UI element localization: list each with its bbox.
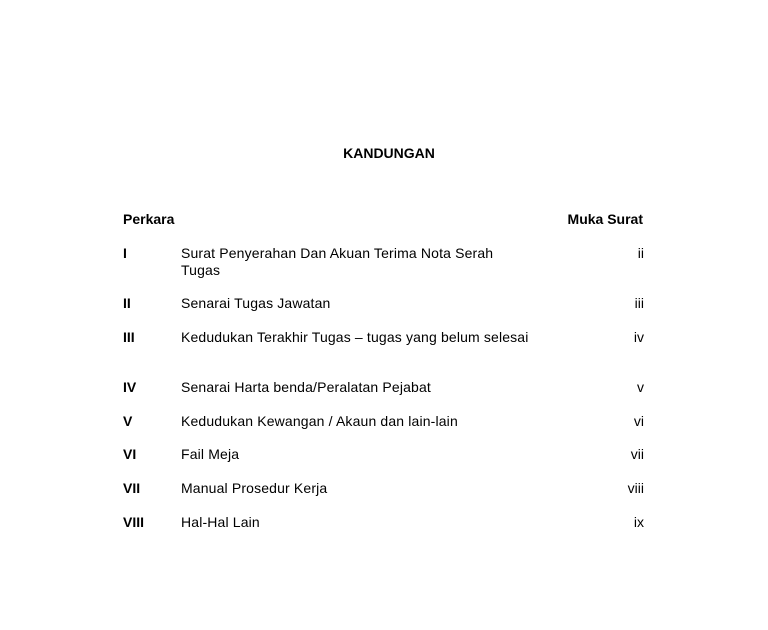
entry-page: ii [637, 245, 644, 261]
entry-number: VI [123, 446, 137, 462]
entry-page: vii [630, 446, 644, 462]
entry-number: V [123, 413, 133, 429]
entry-text: Fail Meja [181, 446, 240, 462]
entry-text: Hal-Hal Lain [181, 514, 260, 530]
entry-number: III [123, 329, 135, 345]
column-header-item: Perkara [123, 211, 175, 227]
entry-text: Senarai Harta benda/Peralatan Pejabat [181, 379, 431, 395]
entry-text: Manual Prosedur Kerja [181, 480, 328, 496]
entry-number: IV [123, 379, 137, 395]
entry-page: iv [633, 329, 644, 345]
entry-page: viii [627, 480, 644, 496]
entry-page: vi [633, 413, 644, 429]
entry-text: Senarai Tugas Jawatan [181, 295, 331, 311]
entry-number: II [123, 295, 131, 311]
entry-page: iii [634, 295, 644, 311]
entry-page: ix [633, 514, 644, 530]
entry-number: VIII [123, 514, 145, 530]
entry-text: Kedudukan Terakhir Tugas – tugas yang belum selesai [181, 329, 529, 345]
entry-page: v [637, 379, 644, 395]
document-title: KANDUNGAN [343, 145, 435, 161]
entry-number: VII [123, 480, 141, 496]
column-header-page: Muka Surat [567, 211, 643, 227]
entry-number: I [123, 245, 127, 261]
entry-text: Kedudukan Kewangan / Akaun dan lain-lain [181, 413, 458, 429]
entry-text: Surat Penyerahan Dan Akuan Terima Nota Serah Tugas [181, 245, 494, 278]
